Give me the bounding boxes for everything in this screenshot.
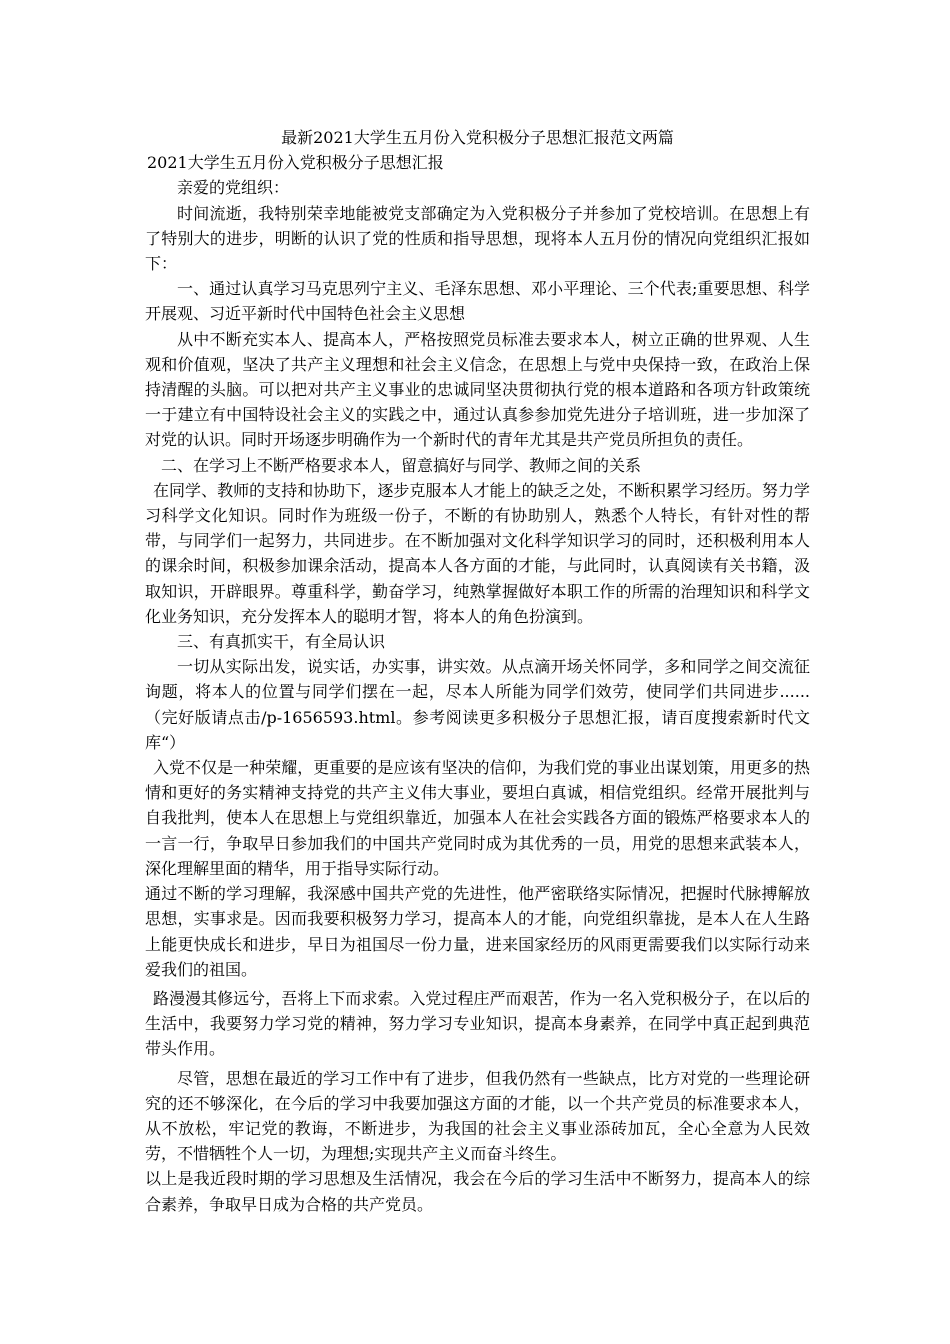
- paragraph-joining-party: 入党不仅是一种荣耀，更重要的是应该有坚决的信仰，为我们党的事业出谋划策，用更多的热情和更好的务实精神支持党的共产主义伟大事业，要坦白真诚，相信党组织。经常开展批判与自我批判，使本人在思想上与党组织靠近，加强本人在社会实践各方面的锻炼严格要求本人的一言一行，争取早日参加我们的中国共产党同时成为其优秀的一员，用党的思想来武装本人，深化理解里面的精华，用于指导实际行动。: [145, 758, 810, 878]
- section-heading-1: 一、通过认真学习马克思列宁主义、毛泽东思想、邓小平理论、三个代表;重要思想、科学开展观、习近平新时代中国特色社会主义思想: [145, 279, 810, 324]
- paragraph-conclusion: 以上是我近段时期的学习思想及生活情况，我会在今后的学习生活中不断努力，提高本人的综合素养，争取早日成为合格的共产党员。: [145, 1169, 810, 1214]
- paragraph-section-3: 一切从实际出发，说实话，办实事，讲实效。从点滴开场关怀同学，多和同学之间交流征询题，将本人的位置与同学们摆在一起，尽本人所能为同学们效劳，使同学们共同进步......（完好版请点击/p-1656593.html。参考阅读更多积极分子思想汇报，请百度搜索新时代文库“）: [145, 657, 810, 752]
- document-title: 最新2021大学生五月份入党积极分子思想汇报范文两篇: [281, 128, 674, 147]
- document-body: [145, 125, 810, 1217]
- document-subtitle: 2021大学生五月份入党积极分子思想汇报: [147, 153, 444, 173]
- section-heading-3: 三、有真抓实干，有全局认识: [177, 632, 386, 652]
- paragraph-intro: 时间流逝，我特别荣幸地能被党支部确定为入党积极分子并参加了党校培训。在思想上有了特别大的进步，明断的认识了党的性质和指导思想，现将本人五月份的情况向党组织汇报如下：: [145, 203, 810, 274]
- salutation: 亲爱的党组织：: [177, 178, 290, 198]
- paragraph-long-road: 路漫漫其修远兮，吾将上下而求索。入党过程庄严而艰苦，作为一名入党积极分子，在以后的生活中，我要努力学习党的精神，努力学习专业知识，提高本身素养，在同学中真正起到典范带头作用。: [145, 988, 810, 1059]
- paragraph-section-2: 在同学、教师的支持和协助下，逐步克服本人才能上的缺乏之处，不断积累学习经历。努力学习科学文化知识。同时作为班级一份子，不断的有协助别人，熟悉个人特长，有针对性的帮带，与同学们一起努力，共同进步。在不断加强对文化科学知识学习的同时，还积极利用本人的课余时间，积极参加课余活动，提高本人各方面的才能，与此同时，认真阅读有关书籍，汲取知识，开辟眼界。尊重科学，勤奋学习，纯熟掌握做好本职工作的所需的治理知识和科学文化业务知识，充分发挥本人的聪明才智，将本人的角色扮演到。: [145, 480, 810, 626]
- section-heading-2: 二、在学习上不断严格要求本人，留意搞好与同学、教师之间的关系: [161, 455, 642, 475]
- paragraph-section-1: 从中不断充实本人、提高本人，严格按照党员标准去要求本人，树立正确的世界观、人生观和价值观，坚决了共产主义理想和社会主义信念，在思想上与党中央保持一致，在政治上保持清醒的头脑。可以把对共产主义事业的忠诚同坚决贯彻执行党的根本道路和各项方针政策统一于建立有中国特设社会主义的实践之中，通过认真参参加党先进分子培训班，进一步加深了对党的认识。同时开场逐步明确作为一个新时代的青年尤其是共产党员所担负的责任。: [145, 329, 810, 450]
- paragraph-study-understanding: 通过不断的学习理解，我深感中国共产党的先进性，他严密联络实际情况，把握时代脉搏解放思想，实事求是。因而我要积极努力学习，提高本人的才能，向党组织靠拢，是本人在人生路上能更快成长和进步，早日为祖国尽一份力量，进来国家经历的风雨更需要我们以实际行动来爱我们的祖国。: [145, 884, 810, 979]
- paragraph-shortcomings: 尽管，思想在最近的学习工作中有了进步，但我仍然有一些缺点，比方对党的一些理论研究的还不够深化，在今后的学习中我要加强这方面的才能，以一个共产党员的标准要求本人，从不放松，牢记党的教诲，不断进步，为我国的社会主义事业添砖加瓦，全心全意为人民效劳，不惜牺牲个人一切，为理想;实现共产主义而奋斗终生。: [145, 1068, 810, 1164]
